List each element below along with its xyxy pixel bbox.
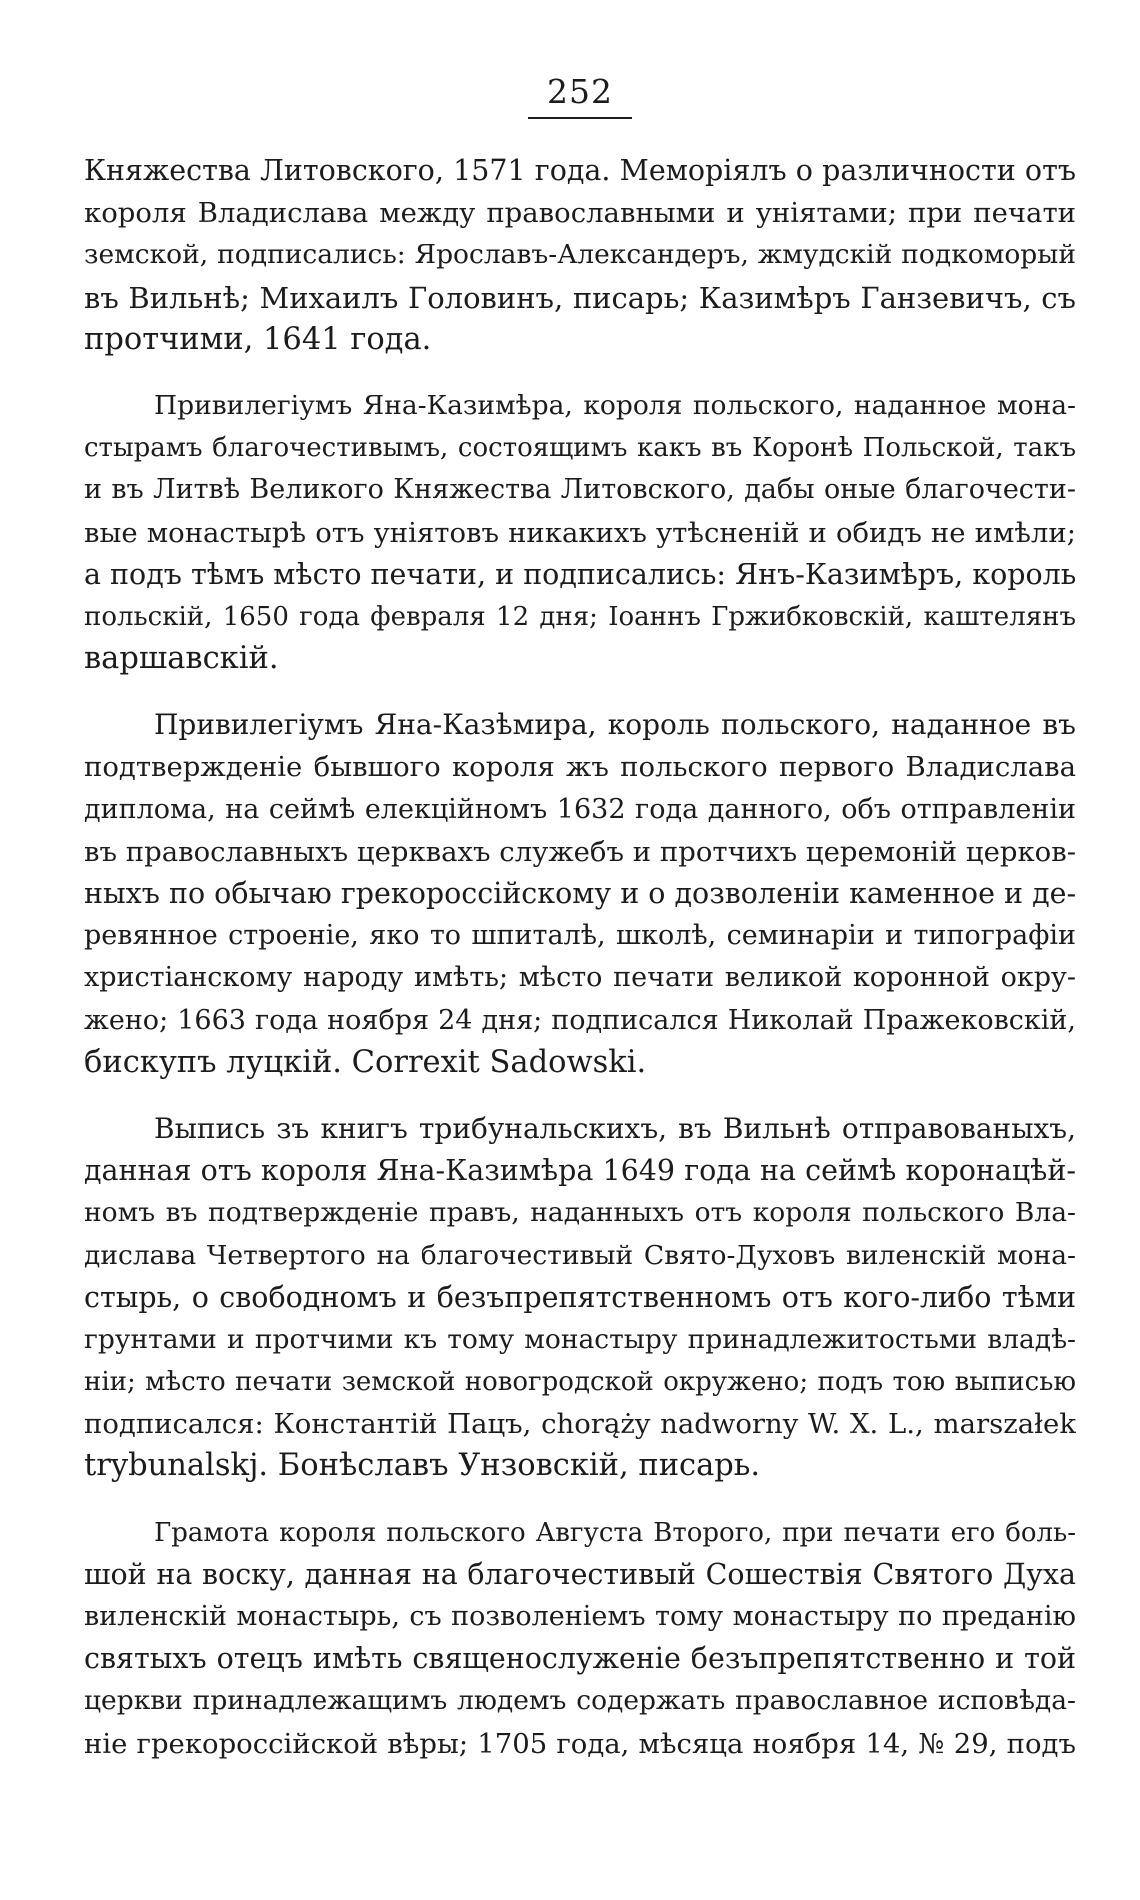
text-line: бискупъ луцкій. Correxit Sadowski. — [84, 1044, 647, 1080]
text-line: Привилегіумъ Яна-Казѣмира, король польского, наданное въ — [154, 708, 1076, 742]
text-line: церкви принадлежащимъ людемъ содержать православное исповѣда- — [84, 1685, 1076, 1717]
text-line: грунтами и протчими къ тому монастыру принадлежитостьми владѣ- — [84, 1323, 1076, 1355]
text-line: христіанскому народу имѣть; мѣсто печати великой коронной окру- — [84, 962, 1076, 994]
text-line: въ православныхъ церквахъ служебъ и протчихъ церемоній церков- — [84, 835, 1076, 868]
text-line: стырь, о свободномъ и безъпрепятственномъ отъ кого-либо тѣми — [84, 1280, 1076, 1314]
text-line: Грамота короля польского Августа Второго, при печати его боль- — [154, 1517, 1076, 1548]
page-number: 252 — [547, 72, 613, 111]
text-line: варшавскій. — [84, 641, 279, 677]
text-line: и въ Литвѣ Великого Княжества Литовского, дабы оные благочести- — [84, 474, 1076, 506]
text-line: диплома, на сеймѣ елекцiйномъ 1632 года данного, объ отправленіи — [84, 793, 1076, 825]
text-line: стырамъ благочестивымъ, состоящимъ какъ въ Коронѣ Польской, такъ — [84, 433, 1076, 464]
text-line: короля Владислава между православными и уніятами; при печати — [84, 197, 1076, 230]
text-line: Привилегіумъ Яна-Казимѣра, короля польского, наданное мона- — [154, 389, 1076, 421]
text-line: дислава Четвертого на благочестивый Свято-Духовъ виленскій мона- — [84, 1239, 1076, 1271]
paragraph — [84, 1108, 1076, 1488]
text-line: ніе грекороссійской вѣры; 1705 года, мѣсяца ноября 14, № 29, подъ — [84, 1727, 1076, 1760]
text-line: ныхъ по обычаю грекороссійскому и о дозволеніи каменное и де- — [84, 877, 1076, 910]
text-line: жено; 1663 года ноября 24 дня; подписался Николай Пражековскій, — [84, 1004, 1076, 1036]
body-text — [84, 150, 1076, 1789]
text-line: подписался: Константій Пацъ, chorąży nadworny W. X. L., marszałek — [84, 1408, 1076, 1441]
text-line: а подъ тѣмъ мѣсто печати, и подписались: Янъ-Казимѣръ, король — [84, 557, 1076, 591]
text-line: въ Вильнѣ; Михаилъ Головинъ, писарь; Казимѣръ Ганзевичъ, съ — [84, 280, 1076, 315]
text-line: Выпись зъ книгъ трибунальскихъ, въ Вильнѣ отправованыхъ, — [154, 1111, 1076, 1145]
text-line: Княжества Литовского, 1571 года. Меморіялъ о различности отъ — [84, 154, 1076, 187]
paragraph — [84, 1512, 1076, 1765]
text-line: данная отъ короля Яна-Казимѣра 1649 года на сеймѣ коронацѣй- — [84, 1154, 1076, 1188]
text-line: виленскій монастырь, съ позволеніемъ тому монастыру по преданію — [84, 1601, 1076, 1632]
text-line: польскій, 1650 года февраля 12 дня; Іоаннъ Гржибковскій, каштелянъ — [84, 601, 1076, 632]
text-line: святыхъ отецъ имѣть священослуженіе безъпрепятственно и той — [84, 1642, 1076, 1676]
text-line: ревянное строеніе, яко то шпиталѣ, школѣ, семинаріи и типографіи — [84, 920, 1076, 952]
text-line: вые монастырѣ отъ уніятовъ никакихъ утѣсненій и обидъ не имѣли; — [84, 516, 1076, 549]
text-line: номъ въ подтвержденіе правъ, наданныхъ отъ короля польского Вла- — [84, 1197, 1076, 1229]
paragraph — [84, 704, 1076, 1084]
text-line: шой на воску, данная на благочестивый Сошествія Святого Духа — [84, 1557, 1076, 1591]
paragraph — [84, 385, 1076, 680]
paragraph — [84, 150, 1076, 361]
text-line: протчими, 1641 года. — [84, 321, 432, 357]
text-line: ніи; мѣсто печати земской новогродской окружено; подъ тою выписью — [84, 1367, 1076, 1398]
text-line: земской, подписались: Ярославъ-Александеръ, жмудскій подкоморый — [84, 239, 1076, 271]
page-number-underline — [528, 117, 632, 119]
text-line: подтвержденіе бывшого короля жъ польского первого Владислава — [84, 751, 1076, 784]
text-line: trybunalskj. Бонѣславъ Унзовскій, писарь. — [84, 1448, 761, 1484]
